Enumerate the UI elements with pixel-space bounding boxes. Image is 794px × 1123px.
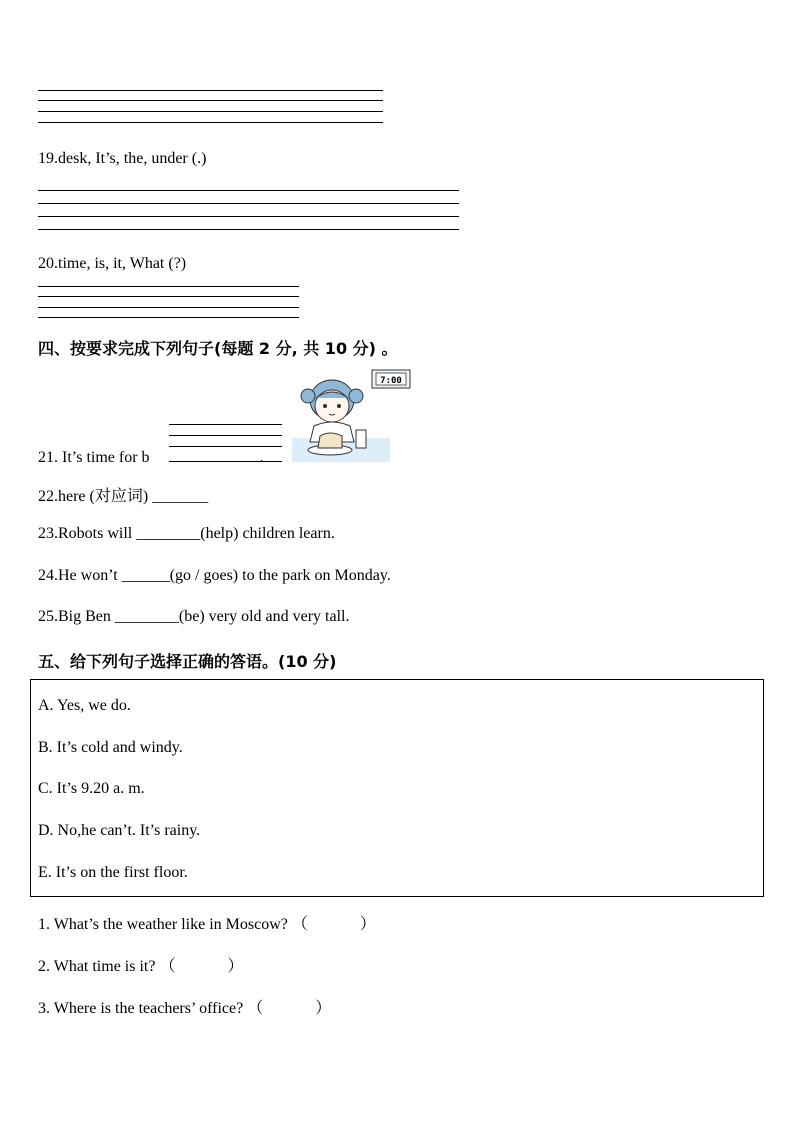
match-question-2: [38, 953, 244, 976]
answer-paren-open: （: [247, 1000, 264, 1017]
answer-line: [169, 424, 282, 425]
answer-line: [38, 317, 299, 318]
match-question-2-text: 2. What time is it?: [38, 958, 160, 975]
answer-line: [169, 446, 282, 447]
answer-paren-close: ）: [359, 916, 376, 933]
option-c: C. It’s 9.20 a. m.: [38, 780, 145, 797]
answer-paren-close: ）: [227, 958, 244, 975]
answer-line: [38, 286, 299, 287]
match-question-3: [38, 995, 331, 1018]
girl-breakfast-icon: [290, 368, 415, 464]
match-question-3-text: 3. Where is the teachers’ office?: [38, 1000, 248, 1017]
answer-paren-open: （: [159, 958, 176, 975]
answer-line: [38, 203, 459, 204]
section-5-title: 五、给下列句子选择正确的答语。(10 分): [38, 652, 337, 671]
breakfast-illustration: [290, 368, 415, 464]
question-24-text-end: (go / goes) to the park on Monday.: [169, 567, 391, 584]
question-21-text: 21. It’s time for b: [38, 449, 150, 466]
question-24: [38, 567, 391, 585]
question-19: 19.desk, It’s, the, under (.): [38, 150, 207, 167]
question-25-blank[interactable]: ________: [114, 608, 179, 625]
answer-paren-close: ）: [315, 1000, 332, 1017]
question-25-text-start: 25.Big Ben: [38, 608, 115, 625]
question-22-blank[interactable]: _______: [152, 488, 209, 505]
question-23-text-end: (help) children learn.: [200, 525, 335, 542]
answer-line: [38, 122, 383, 123]
section-4-title: 四、按要求完成下列句子(每题 2 分, 共 10 分) 。: [38, 339, 398, 358]
option-d: D. No,he can’t. It’s rainy.: [38, 822, 201, 839]
option-a: A. Yes, we do.: [38, 697, 131, 714]
option-b: B. It’s cold and windy.: [38, 739, 183, 756]
answer-paren-open: （: [291, 916, 308, 933]
answer-line: [38, 296, 299, 297]
answer-line: [38, 190, 459, 191]
question-23: [38, 525, 335, 543]
question-21-period: .: [259, 449, 264, 466]
answer-line: [38, 100, 383, 101]
question-23-blank[interactable]: ________: [136, 525, 201, 542]
question-22-text: 22.here (对应词): [38, 488, 153, 505]
question-25-text-end: (be) very old and very tall.: [178, 608, 350, 625]
question-23-text-start: 23.Robots will: [38, 525, 137, 542]
answer-line: [38, 111, 383, 112]
answer-line: [38, 229, 459, 230]
question-25: [38, 608, 350, 626]
question-20: 20.time, is, it, What (?): [38, 255, 187, 272]
clock-time: 7:00: [380, 376, 402, 386]
match-question-1-text: 1. What’s the weather like in Moscow?: [38, 916, 292, 933]
option-e: E. It’s on the first floor.: [38, 864, 188, 881]
answer-line: [38, 307, 299, 308]
question-24-text-start: 24.He won’t: [38, 567, 122, 584]
question-21: [38, 449, 264, 467]
match-question-1: [38, 911, 376, 934]
answer-line: [38, 90, 383, 91]
answer-line: [38, 216, 459, 217]
answer-line: [169, 435, 282, 436]
question-22: [38, 483, 208, 506]
question-24-blank[interactable]: ______: [121, 567, 170, 584]
